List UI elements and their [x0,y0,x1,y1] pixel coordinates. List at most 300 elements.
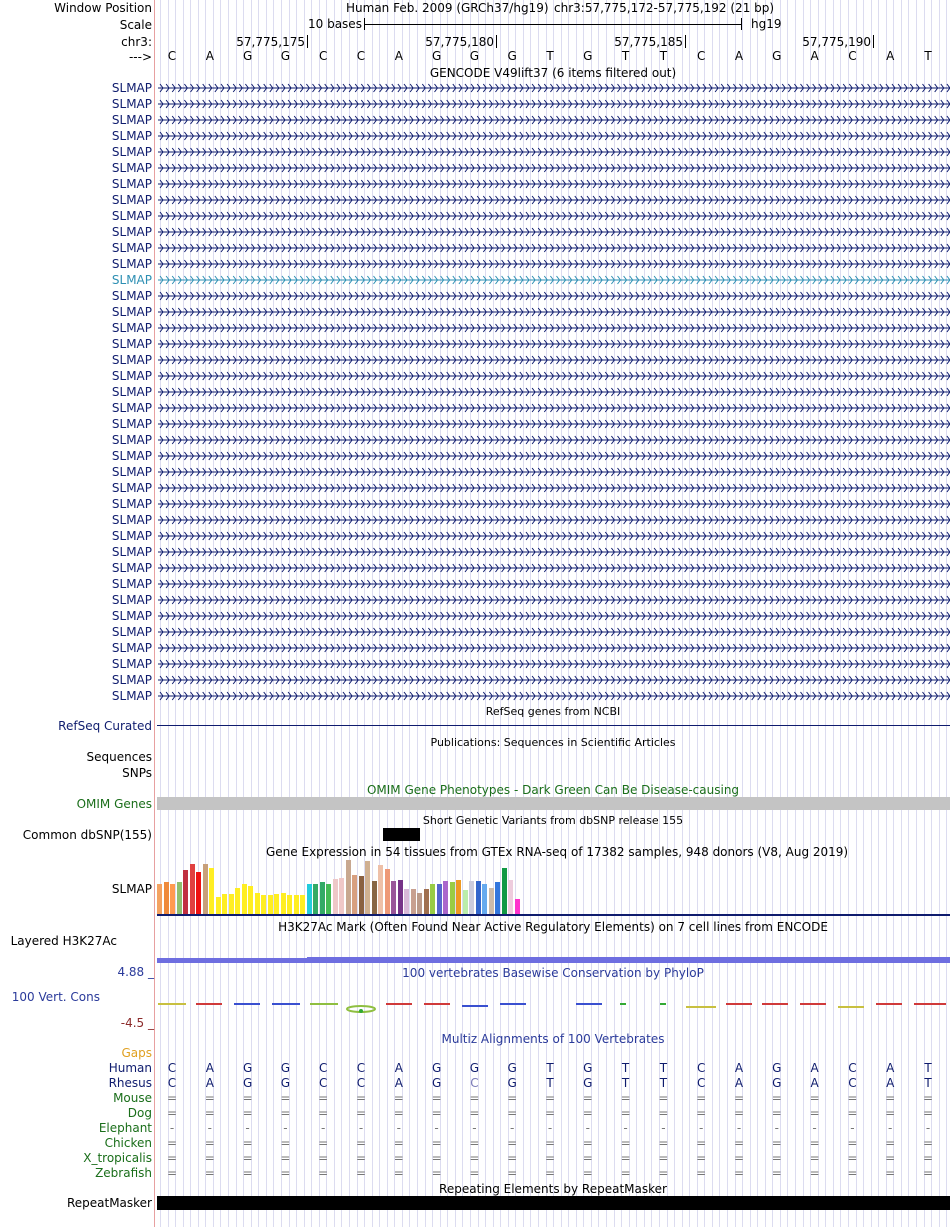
gtex-tissue-bar[interactable] [515,899,520,914]
dbsnp-track-title[interactable]: Short Genetic Variants from dbSNP release 155 [422,814,684,827]
publications-track-title[interactable]: Publications: Sequences in Scientific Articles [430,736,676,749]
gtex-tissue-bar[interactable] [216,897,221,914]
gencode-item-label[interactable]: SLMAP [111,97,152,111]
multiz-base: = [393,1091,404,1105]
gencode-item-label[interactable]: SLMAP [111,129,152,143]
phylop-track-label[interactable]: 100 Vert. Cons [11,990,100,1004]
multiz-base: = [507,1151,518,1165]
multiz-base: = [847,1091,858,1105]
repeatmasker-track-title[interactable]: Repeating Elements by RepeatMasker [439,1182,667,1196]
multiz-base: = [582,1166,593,1180]
gtex-tissue-bar[interactable] [430,884,435,914]
gtex-tissue-bar[interactable] [320,882,325,914]
multiz-base: = [620,1091,631,1105]
multiz-base: A [205,1061,214,1075]
gtex-bar-chart[interactable] [157,858,537,914]
gencode-item-label[interactable]: SLMAP [111,433,152,447]
gtex-tissue-bar[interactable] [398,880,403,914]
multiz-species-label[interactable]: Zebrafish [95,1166,152,1180]
dbsnp-track-label[interactable]: Common dbSNP(155) [22,828,152,842]
gencode-item-label[interactable]: SLMAP [111,369,152,383]
gencode-transcript[interactable] [156,113,950,127]
multiz-base: C [167,1061,177,1075]
multiz-base: = [922,1151,934,1165]
multiz-base: - [283,1121,288,1135]
gencode-transcript[interactable] [156,577,950,591]
sequence-base: A [205,49,214,63]
gtex-tissue-bar[interactable] [489,888,494,914]
gencode-item-label[interactable]: SLMAP [111,513,152,527]
multiz-base: = [620,1136,631,1150]
multiz-base: - [358,1121,364,1135]
gencode-transcript[interactable] [156,561,950,575]
gencode-transcript[interactable] [156,353,950,367]
multiz-base: C [356,1061,366,1075]
repeatmasker-element[interactable] [157,1196,950,1210]
multiz-base: = [280,1091,291,1105]
gencode-transcript[interactable] [156,161,950,175]
gtex-tissue-bar[interactable] [203,864,208,914]
multiz-base: G [280,1061,291,1075]
gencode-item-label[interactable]: SLMAP [111,609,152,623]
gencode-transcript[interactable] [156,433,950,447]
phylop-signal[interactable] [156,996,950,1016]
dbsnp-variant[interactable] [383,828,420,841]
gencode-item-label[interactable]: SLMAP [111,225,152,239]
gtex-tissue-bar[interactable] [235,888,240,914]
gtex-tissue-bar[interactable] [307,884,312,914]
gencode-transcript[interactable] [156,545,950,559]
multiz-base: = [733,1091,745,1105]
multiz-base: - [434,1121,439,1135]
multiz-base: = [771,1106,782,1120]
multiz-base: = [166,1091,178,1105]
gencode-transcript[interactable] [156,305,950,319]
gencode-item-label[interactable]: SLMAP [111,657,152,671]
multiz-base: = [582,1091,593,1105]
gtex-tissue-bar[interactable] [391,881,396,914]
multiz-base: = [431,1106,442,1120]
gencode-item-label[interactable]: SLMAP [111,241,152,255]
gtex-tissue-bar[interactable] [261,895,266,914]
multiz-base: = [885,1151,896,1165]
multiz-base: = [469,1091,480,1105]
multiz-base: = [204,1151,215,1165]
gtex-tissue-bar[interactable] [294,895,299,914]
gencode-transcript[interactable] [156,625,950,639]
multiz-base: T [659,1076,668,1090]
gtex-tissue-bar[interactable] [326,884,331,914]
gtex-tissue-bar[interactable] [170,884,175,914]
sequence-base: C [167,49,177,63]
gtex-tissue-bar[interactable] [339,878,344,914]
multiz-species-label[interactable]: Human [108,1061,152,1075]
multiz-base: G [507,1061,517,1075]
gencode-transcript[interactable] [156,273,950,287]
multiz-base: = [280,1136,291,1150]
position-tick-label: 57,775,185 [614,35,683,49]
multiz-base: - [925,1121,931,1135]
multiz-base: = [696,1166,707,1180]
multiz-species-label[interactable]: X_tropicalis [83,1151,152,1165]
multiz-base: T [924,1061,932,1075]
h3k27ac-track-title[interactable]: H3K27Ac Mark (Often Found Near Active Regulatory Elements) on 7 cell lines from ENCODE [278,920,828,934]
gtex-tissue-bar[interactable] [463,890,468,914]
chr-label: chr3: [121,35,152,49]
multiz-base: = [469,1136,480,1150]
gencode-transcript[interactable] [156,385,950,399]
multiz-base: = [885,1166,896,1180]
multiz-base: = [733,1166,745,1180]
gtex-tissue-bar[interactable] [450,882,455,914]
gencode-item-label[interactable]: SLMAP [111,321,152,335]
gencode-item-label[interactable]: SLMAP [111,305,152,319]
multiz-base: - [396,1121,401,1135]
multiz-base: = [771,1166,782,1180]
gencode-transcript[interactable] [156,481,950,495]
multiz-base: C [167,1076,177,1090]
gencode-transcript[interactable] [156,529,950,543]
gtex-tissue-bar[interactable] [333,879,338,914]
publications-sequences-label[interactable]: Sequences [86,750,152,764]
gtex-tissue-bar[interactable] [443,881,448,914]
position-readout: chr3:57,775,172-57,775,192 (21 bp) [554,1,775,15]
multiz-base: G [583,1061,593,1075]
gencode-transcript[interactable] [156,81,950,95]
multiz-species-label[interactable]: Mouse [113,1091,152,1105]
sequence-base: G [242,49,253,63]
gencode-item-label[interactable]: SLMAP [111,337,152,351]
gtex-tissue-bar[interactable] [352,875,357,914]
gtex-tissue-bar[interactable] [157,884,162,914]
multiz-base: = [809,1166,820,1180]
gtex-tissue-bar[interactable] [437,884,442,914]
gtex-tissue-bar[interactable] [417,893,422,914]
gtex-tissue-bar[interactable] [495,882,500,914]
gtex-tissue-bar[interactable] [385,869,390,914]
multiz-base: = [166,1106,178,1120]
scale-text: 10 bases [308,17,362,31]
multiz-base: = [620,1166,631,1180]
multiz-base: = [507,1136,518,1150]
multiz-base: G [431,1076,442,1090]
gtex-tissue-bar[interactable] [222,894,227,914]
gencode-transcript[interactable] [156,673,950,687]
multiz-base: = [922,1136,934,1150]
multiz-base: A [734,1076,744,1090]
gtex-tissue-bar[interactable] [300,895,305,914]
gencode-item-label[interactable]: SLMAP [111,497,152,511]
multiz-base: C [318,1061,328,1075]
gtex-tissue-bar[interactable] [190,864,195,914]
gencode-transcript[interactable] [156,225,950,239]
multiz-base: A [886,1076,895,1090]
gtex-track-label[interactable]: SLMAP [111,882,152,896]
gencode-transcript[interactable] [156,465,950,479]
multiz-base: G [242,1061,253,1075]
gtex-tissue-bar[interactable] [378,865,383,914]
multiz-base: = [696,1091,707,1105]
gencode-item-label[interactable]: SLMAP [111,577,152,591]
multiz-base: T [924,1076,932,1090]
multiz-base: = [544,1151,556,1165]
multiz-base: G [280,1076,291,1090]
gencode-item-label[interactable]: SLMAP [111,625,152,639]
sequence-base: T [621,49,630,63]
multiz-base: = [620,1151,631,1165]
multiz-base: = [318,1091,329,1105]
multiz-base: = [355,1106,367,1120]
sequence-base: G [507,49,517,63]
gtex-tissue-bar[interactable] [183,870,188,914]
gencode-item-label[interactable]: SLMAP [111,449,152,463]
sequence-base: C [696,49,706,63]
refseq-gene-line[interactable] [157,725,950,726]
h3k27ac-signal-a[interactable] [157,958,307,963]
gtex-tissue-bar[interactable] [248,886,253,914]
gtex-tissue-bar[interactable] [424,889,429,914]
h3k27ac-track-label[interactable]: Layered H3K27Ac [10,934,117,948]
gencode-transcript[interactable] [156,641,950,655]
gtex-track-title[interactable]: Gene Expression in 54 tissues from GTEx RNA-seq of 17382 samples, 948 donors (V8, Aug 2019) [266,845,849,859]
multiz-base: = [658,1106,669,1120]
gencode-item-label[interactable]: SLMAP [111,689,152,703]
multiz-base: - [699,1121,704,1135]
multiz-base: = [847,1151,858,1165]
multiz-base: G [469,1061,480,1075]
multiz-base: = [847,1136,858,1150]
gencode-transcript[interactable] [156,97,950,111]
gencode-item-label[interactable]: SLMAP [111,161,152,175]
multiz-base: = [658,1091,669,1105]
gencode-transcript[interactable] [156,145,950,159]
gencode-item-label[interactable]: SLMAP [111,193,152,207]
multiz-base: - [321,1121,326,1135]
gtex-tissue-bar[interactable] [281,893,286,914]
multiz-base: = [544,1106,556,1120]
multiz-base: = [733,1106,745,1120]
gencode-item-label[interactable]: SLMAP [111,561,152,575]
gencode-item-label[interactable]: SLMAP [111,177,152,191]
gtex-tissue-bar[interactable] [482,884,487,914]
position-tick-label: 57,775,175 [236,35,305,49]
multiz-base: = [166,1166,178,1180]
gencode-track-title[interactable]: GENCODE V49lift37 (6 items filtered out) [429,66,677,80]
gtex-tissue-bar[interactable] [164,882,169,914]
multiz-base: A [810,1076,819,1090]
gencode-item-label[interactable]: SLMAP [111,641,152,655]
gencode-transcript[interactable] [156,417,950,431]
multiz-base: = [431,1136,442,1150]
gencode-transcript[interactable] [156,401,950,415]
gencode-transcript[interactable] [156,289,950,303]
sequence-base: G [431,49,442,63]
multiz-base: - [547,1121,553,1135]
multiz-base: T [621,1076,630,1090]
scale-label: Scale [119,18,152,32]
gencode-item-label[interactable]: SLMAP [111,481,152,495]
refseq-track-title[interactable]: RefSeq genes from NCBI [485,705,621,718]
multiz-base: = [507,1106,518,1120]
multiz-base: = [885,1106,896,1120]
gtex-tissue-bar[interactable] [346,860,351,914]
multiz-base: - [510,1121,515,1135]
phylop-track-title[interactable]: 100 vertebrates Basewise Conservation by PhyloP [402,966,704,980]
multiz-base: - [812,1121,817,1135]
multiz-base: - [472,1121,477,1135]
multiz-base: = [733,1151,745,1165]
multiz-species-label[interactable]: Rhesus [108,1076,152,1090]
gtex-tissue-bar[interactable] [255,893,260,914]
multiz-base: - [850,1121,855,1135]
gencode-item-label[interactable]: SLMAP [111,289,152,303]
gencode-transcript[interactable] [156,209,950,223]
omim-gene-bar[interactable] [157,797,950,810]
gtex-tissue-bar[interactable] [411,889,416,914]
multiz-base: T [546,1061,554,1075]
gencode-transcript[interactable] [156,449,950,463]
sequence-base: T [659,49,668,63]
gencode-transcript[interactable] [156,657,950,671]
gencode-transcript[interactable] [156,609,950,623]
gencode-item-label[interactable]: SLMAP [111,113,152,127]
multiz-base: = [355,1151,367,1165]
multiz-base: = [242,1151,253,1165]
multiz-base: = [280,1166,291,1180]
gtex-tissue-bar[interactable] [209,868,214,914]
gtex-tissue-bar[interactable] [404,889,409,914]
omim-track-title[interactable]: OMIM Gene Phenotypes - Dark Green Can Be Disease-causing [366,783,740,797]
position-tick-mark [496,35,497,48]
gencode-transcript[interactable] [156,321,950,335]
multiz-species-label[interactable]: Dog [127,1106,152,1120]
multiz-base: C [848,1076,857,1090]
gtex-tissue-bar[interactable] [177,882,182,914]
sequence-base: A [810,49,819,63]
multiz-base: = [771,1136,782,1150]
multiz-base: = [733,1136,745,1150]
strand-label: ---> [128,50,152,64]
gencode-item-label[interactable]: SLMAP [111,209,152,223]
gtex-tissue-bar[interactable] [469,881,474,914]
gencode-item-label[interactable]: SLMAP [111,273,152,287]
gencode-item-label[interactable]: SLMAP [111,529,152,543]
sequence-base: A [886,49,895,63]
multiz-base: C [848,1061,857,1075]
multiz-base: = [355,1166,367,1180]
gtex-tissue-bar[interactable] [365,861,370,914]
position-tick-mark [873,35,874,48]
h3k27ac-signal-b[interactable] [307,957,950,963]
gtex-tissue-bar[interactable] [274,894,279,914]
multiz-base: C [356,1076,366,1090]
multiz-base: = [204,1091,215,1105]
gencode-item-label[interactable]: SLMAP [111,593,152,607]
multiz-base: A [734,1061,744,1075]
gencode-transcript[interactable] [156,593,950,607]
multiz-base: = [658,1136,669,1150]
gencode-transcript[interactable] [156,193,950,207]
gencode-item-label[interactable]: SLMAP [111,417,152,431]
multiz-base: = [658,1166,669,1180]
multiz-base: = [544,1136,556,1150]
publications-snps-label[interactable]: SNPs [122,766,152,780]
multiz-base: T [621,1061,630,1075]
gencode-item-label[interactable]: SLMAP [111,353,152,367]
gtex-tissue-bar[interactable] [359,876,364,914]
multiz-base: = [809,1106,820,1120]
multiz-base: = [696,1136,707,1150]
multiz-base: = [242,1166,253,1180]
multiz-species-label[interactable]: Elephant [98,1121,152,1135]
repeatmasker-track-label[interactable]: RepeatMasker [66,1196,152,1210]
gencode-transcript[interactable] [156,177,950,191]
multiz-base: = [393,1151,404,1165]
omim-track-label[interactable]: OMIM Genes [76,797,152,811]
multiz-species-label[interactable]: Chicken [104,1136,152,1150]
multiz-base: - [207,1121,212,1135]
gencode-transcript[interactable] [156,689,950,703]
gencode-transcript[interactable] [156,337,950,351]
multiz-base: G [431,1061,442,1075]
multiz-track-title[interactable]: Multiz Alignments of 100 Vertebrates [441,1032,665,1046]
gencode-item-label[interactable]: SLMAP [111,673,152,687]
gtex-tissue-bar[interactable] [456,880,461,914]
multiz-base: = [242,1091,253,1105]
gencode-transcript[interactable] [156,369,950,383]
gencode-transcript[interactable] [156,129,950,143]
gencode-item-label[interactable]: SLMAP [111,545,152,559]
gtex-tissue-bar[interactable] [229,894,234,914]
gtex-tissue-bar[interactable] [242,884,247,914]
gencode-item-label[interactable]: SLMAP [111,145,152,159]
multiz-base: = [620,1106,631,1120]
multiz-base: = [318,1166,329,1180]
gencode-item-label[interactable]: SLMAP [111,401,152,415]
gtex-tissue-bar[interactable] [502,868,507,914]
gencode-item-label[interactable]: SLMAP [111,385,152,399]
gencode-transcript[interactable] [156,241,950,255]
gencode-transcript[interactable] [156,497,950,511]
gencode-item-label[interactable]: SLMAP [111,257,152,271]
gencode-item-label[interactable]: SLMAP [111,465,152,479]
gtex-tissue-bar[interactable] [313,884,318,914]
multiz-base: - [623,1121,628,1135]
multiz-base: A [394,1076,403,1090]
gtex-tissue-bar[interactable] [372,881,377,914]
gtex-tissue-bar[interactable] [287,895,292,914]
sequence-base: A [394,49,403,63]
multiz-base: = [507,1166,518,1180]
multiz-base: = [809,1151,820,1165]
gtex-tissue-bar[interactable] [196,872,201,914]
gtex-baseline [157,914,950,916]
gtex-tissue-bar[interactable] [508,880,513,914]
gtex-tissue-bar[interactable] [268,895,273,914]
gtex-tissue-bar[interactable] [476,881,481,914]
multiz-base: = [318,1136,329,1150]
position-tick-mark [307,35,308,48]
gencode-item-label[interactable]: SLMAP [111,81,152,95]
gencode-transcript[interactable] [156,257,950,271]
sequence-base: G [469,49,480,63]
refseq-track-label[interactable]: RefSeq Curated [58,719,152,733]
gencode-transcript[interactable] [156,513,950,527]
multiz-base: - [888,1121,893,1135]
sequence-base: T [546,49,554,63]
multiz-base: = [355,1091,367,1105]
multiz-base: = [658,1151,669,1165]
